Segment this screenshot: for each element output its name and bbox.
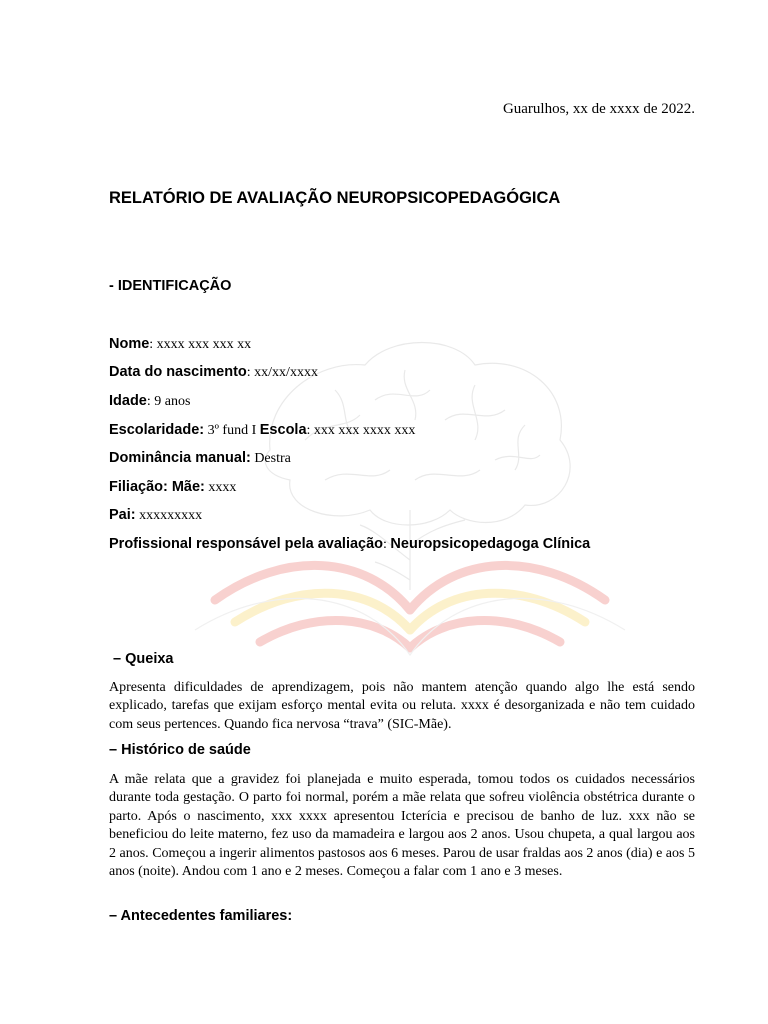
field-filiacao [109, 479, 236, 496]
section-heading-identificacao: - IDENTIFICAÇÃO [109, 278, 232, 294]
section-heading-queixa: – Queixa [109, 651, 174, 667]
brain-tree-book-watermark-icon [175, 330, 645, 670]
field-filiacao-label: Filiação: Mãe: [109, 479, 205, 495]
field-nome-value: : xxxx xxx xxx xx [149, 337, 252, 352]
field-escolaridade-label: Escolaridade: [109, 422, 205, 438]
field-pai-value: xxxxxxxxx [135, 508, 203, 523]
field-dominancia-value: Destra [250, 451, 291, 466]
section-heading-antecedentes: – Antecedentes familiares: [109, 908, 293, 924]
field-data-nascimento-value: : xx/xx/xxxx [246, 365, 318, 380]
field-profissional-label: Profissional responsável pela avaliação [109, 536, 384, 552]
field-dominancia-label: Dominância manual: [109, 450, 251, 466]
field-pai-label: Pai: [109, 507, 136, 523]
field-escolaridade-value: 3º fund I [204, 423, 260, 438]
paragraph-historico: A mãe relata que a gravidez foi planejada e muito esperada, tomou todos os cuidados necessários durante toda gestação. O parto foi normal, porém a mãe relata que sofreu violência obstétrica durante o parto. Após o nascimento, xxx xxxx apresentou Icterícia e precisou de banho de luz. xxx não se beneficiou do leite materno, fez uso da mamadeira e largou aos 2 anos. Usou chupeta, a qual largou aos 2 anos. Começou a ingerir alimentos pastosos aos 6 meses. Parou de usar fraldas aos 2 anos (dia) e aos 5 anos (noite). Andou com 1 ano e 2 meses. Começou a falar com 1 ano e 3 meses. [109, 772, 695, 880]
field-data-nascimento [109, 364, 318, 381]
field-nome [109, 336, 251, 353]
field-escola-label: Escola [259, 422, 307, 438]
document-title: RELATÓRIO DE AVALIAÇÃO NEUROPSICOPEDAGÓGICA [109, 189, 561, 207]
field-escola-value: : xxx xxx xxxx xxx [306, 423, 416, 438]
section-heading-historico: – Histórico de saúde [109, 742, 251, 758]
field-idade-label: Idade [109, 393, 147, 409]
field-idade-value: : 9 anos [146, 394, 191, 409]
field-mae-value: xxxx [204, 480, 237, 495]
paragraph-queixa: Apresenta dificuldades de aprendizagem, pois não mantem atenção quando algo lhe está sendo explicado, tarefas que exijam esforço mental evita ou reluta. xxxx é desorganizada e não tem cuidado com seus pertences. Quando fica nervosa “trava” (SIC-Mãe). [109, 680, 695, 732]
field-profissional-sep: : [383, 537, 391, 552]
field-profissional-value: Neuropsicopedagoga Clínica [390, 536, 591, 552]
field-data-nascimento-label: Data do nascimento [109, 364, 247, 380]
field-pai [109, 507, 202, 524]
field-dominancia-manual [109, 450, 291, 467]
field-escolaridade [109, 422, 415, 439]
field-profissional [109, 536, 590, 553]
field-idade [109, 393, 190, 410]
date-line: Guarulhos, xx de xxxx de 2022. [502, 101, 695, 117]
field-nome-label: Nome [109, 336, 150, 352]
